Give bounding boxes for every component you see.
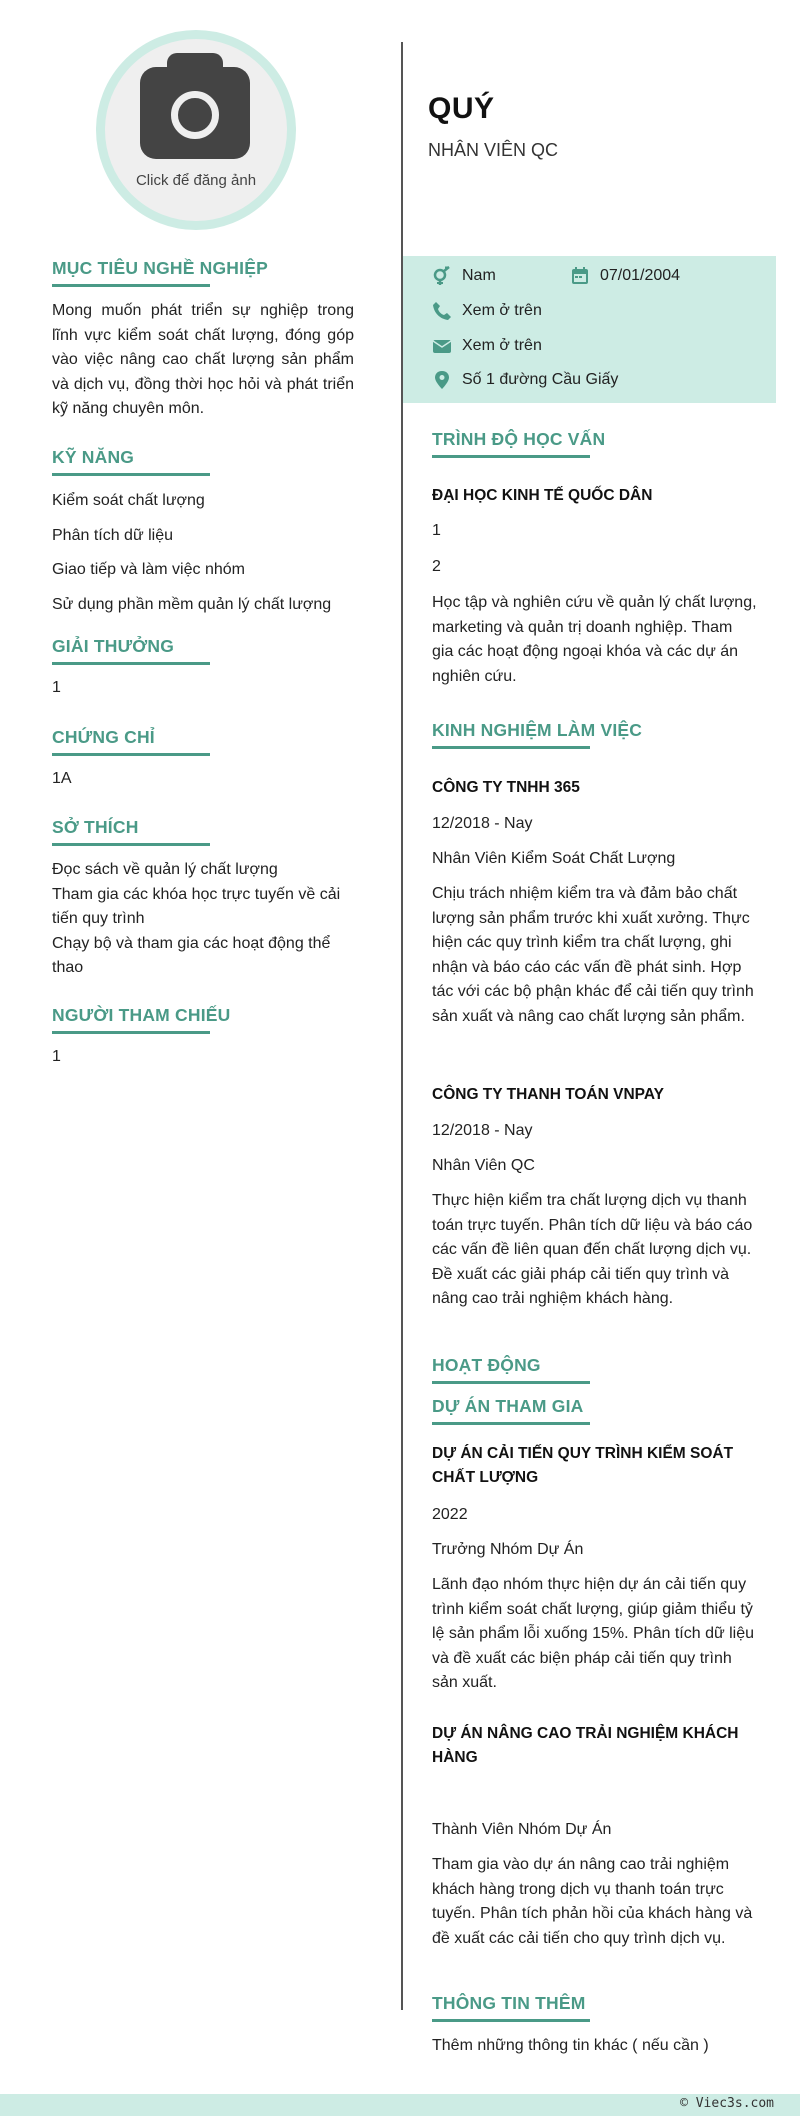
education-title: TRÌNH ĐỘ HỌC VẤN [432,429,606,449]
candidate-name: QUÝ [428,92,495,125]
references-title: NGƯỜI THAM CHIẾU [52,1005,231,1025]
education-section [432,429,758,685]
section-underline [432,455,590,458]
activities-title: HOẠT ĐỘNG [432,1355,541,1375]
avatar-label: Click để đăng ảnh [135,172,257,189]
footer-credit: © Viec3s.com [680,2096,774,2111]
address-value: Số 1 đường Cầu Giấy [462,371,619,388]
experience-section [432,720,758,1307]
phone-icon [432,301,452,321]
section-underline [52,753,210,756]
section-underline [432,1381,590,1384]
education-school: ĐẠI HỌC KINH TẾ QUỐC DÂN [432,487,653,504]
references-text: 1 [52,1048,61,1065]
section-underline [432,2019,590,2022]
education-line: 1 [432,522,441,539]
hobbies-section [52,817,354,981]
hobbies-title: SỞ THÍCH [52,817,139,837]
dob-value: 07/01/2004 [600,267,681,284]
awards-title: GIẢI THƯỞNG [52,636,175,656]
job-period: 12/2018 - Nay [432,1122,533,1139]
project-year: 2022 [432,1506,468,1523]
project-name: DỰ ÁN CẢI TIẾN QUY TRÌNH KIỂM SOÁT CHẤT LƯỢNG [432,1445,734,1486]
skills-title: KỸ NĂNG [52,447,135,467]
extra-section [432,1993,758,2059]
project-desc: Lãnh đạo nhóm thực hiện dự án cải tiến quy trình kiểm soát chất lượng, giúp giảm thiểu tỷ lệ sản phẩm lỗi xuống 15%. Phân tích dữ liệu và đề xuất các biện pháp cải tiến quy trình sản xuất. [432,1576,755,1691]
projects-title: DỰ ÁN THAM GIA [432,1396,584,1416]
header [428,92,754,161]
objective-text: Mong muốn phát triển sự nghiệp trong lĩnh vực kiểm soát chất lượng, đóng góp vào việc nâng cao chất lượng sản phẩm và dịch vụ, đồng thời học hỏi và phát triển kỹ năng chuyên môn. [52,302,354,417]
skill-item: Kiểm soát chất lượng [52,492,205,509]
section-underline [432,1422,590,1425]
certificates-text: 1A [52,770,72,787]
contact-box [403,256,776,403]
skill-item: Sử dụng phần mềm quản lý chất lượng [52,596,332,613]
hobby-item: Tham gia các khóa học trực tuyến về cải tiến quy trình [52,885,341,927]
job-company: CÔNG TY THANH TOÁN VNPAY [432,1086,664,1103]
awards-section [52,636,354,697]
email-row [432,336,542,356]
projects-section [432,1396,758,1947]
education-line: 2 [432,558,441,575]
objective-section [52,258,354,422]
section-underline [432,746,590,749]
camera-lens-icon [171,91,219,139]
objective-title: MỤC TIÊU NGHỀ NGHIỆP [52,258,268,278]
education-desc: Học tập và nghiên cứu về quản lý chất lượng, marketing và quản trị doanh nghiệp. Tham gia các hoạt động ngoại khóa và các dự án nghiên cứu. [432,594,757,685]
skill-item: Phân tích dữ liệu [52,527,174,544]
hobby-item: Đọc sách về quản lý chất lượng [52,861,278,878]
project-role: Thành Viên Nhóm Dự Án [432,1821,612,1838]
certificates-title: CHỨNG CHỈ [52,727,155,747]
project-desc: Tham gia vào dự án nâng cao trải nghiệm khách hàng trong dịch vụ thanh toán trực tuyến. Phân tích phản hồi của khách hàng và đề xuất các cải tiến cho quy trình dịch vụ. [432,1856,753,1947]
calendar-icon [570,266,590,286]
extra-title: THÔNG TIN THÊM [432,1993,586,2013]
phone-row [432,301,542,321]
gender-value: Nam [462,267,496,284]
job-period: 12/2018 - Nay [432,815,533,832]
skills-section [52,447,354,613]
job-role: Nhân Viên QC [432,1157,535,1174]
section-underline [52,284,210,287]
certificates-section [52,727,354,788]
job-desc: Chịu trách nhiệm kiểm tra và đảm bảo chất lượng sản phẩm trước khi xuất xưởng. Thực hiện các quy trình kiểm tra chất lượng, ghi nhận và báo cáo các vấn đề phát sinh. Hợp tác với các bộ phận khác để cải tiến quy trình sản xuất và nâng cao chất lượng sản phẩm. [432,885,754,1025]
project-role: Trưởng Nhóm Dự Án [432,1541,584,1558]
awards-text: 1 [52,679,61,696]
section-underline [52,473,210,476]
avatar-upload[interactable] [96,30,296,230]
gender-icon [432,266,452,286]
footer-bar [0,2094,800,2116]
email-icon [432,336,452,356]
activities-section [432,1355,758,1384]
email-value: Xem ở trên [462,337,542,354]
dob-row [570,266,680,286]
project-name: DỰ ÁN NÂNG CAO TRẢI NGHIỆM KHÁCH HÀNG [432,1725,739,1766]
candidate-position: NHÂN VIÊN QC [428,140,559,160]
section-underline [52,1031,210,1034]
phone-value: Xem ở trên [462,302,542,319]
extra-text: Thêm những thông tin khác ( nếu cần ) [432,2037,709,2054]
hobby-item: Chạy bộ và tham gia các hoạt động thể thao [52,934,331,976]
location-pin-icon [432,370,452,390]
job-desc: Thực hiện kiểm tra chất lượng dịch vụ thanh toán trực tuyến. Phân tích dữ liệu và báo cáo các vấn đề liên quan đến chất lượng dịch vụ. Đề xuất các giải pháp cải tiến quy trình và nâng cao trải nghiệm khách hàng. [432,1192,753,1307]
job-role: Nhân Viên Kiểm Soát Chất Lượng [432,850,676,867]
job-company: CÔNG TY TNHH 365 [432,779,580,796]
address-row [432,370,618,390]
references-section [52,1005,354,1066]
experience-title: KINH NGHIỆM LÀM VIỆC [432,720,643,740]
section-underline [52,843,210,846]
skill-item: Giao tiếp và làm việc nhóm [52,561,245,578]
gender-row [432,266,496,286]
section-underline [52,662,210,665]
